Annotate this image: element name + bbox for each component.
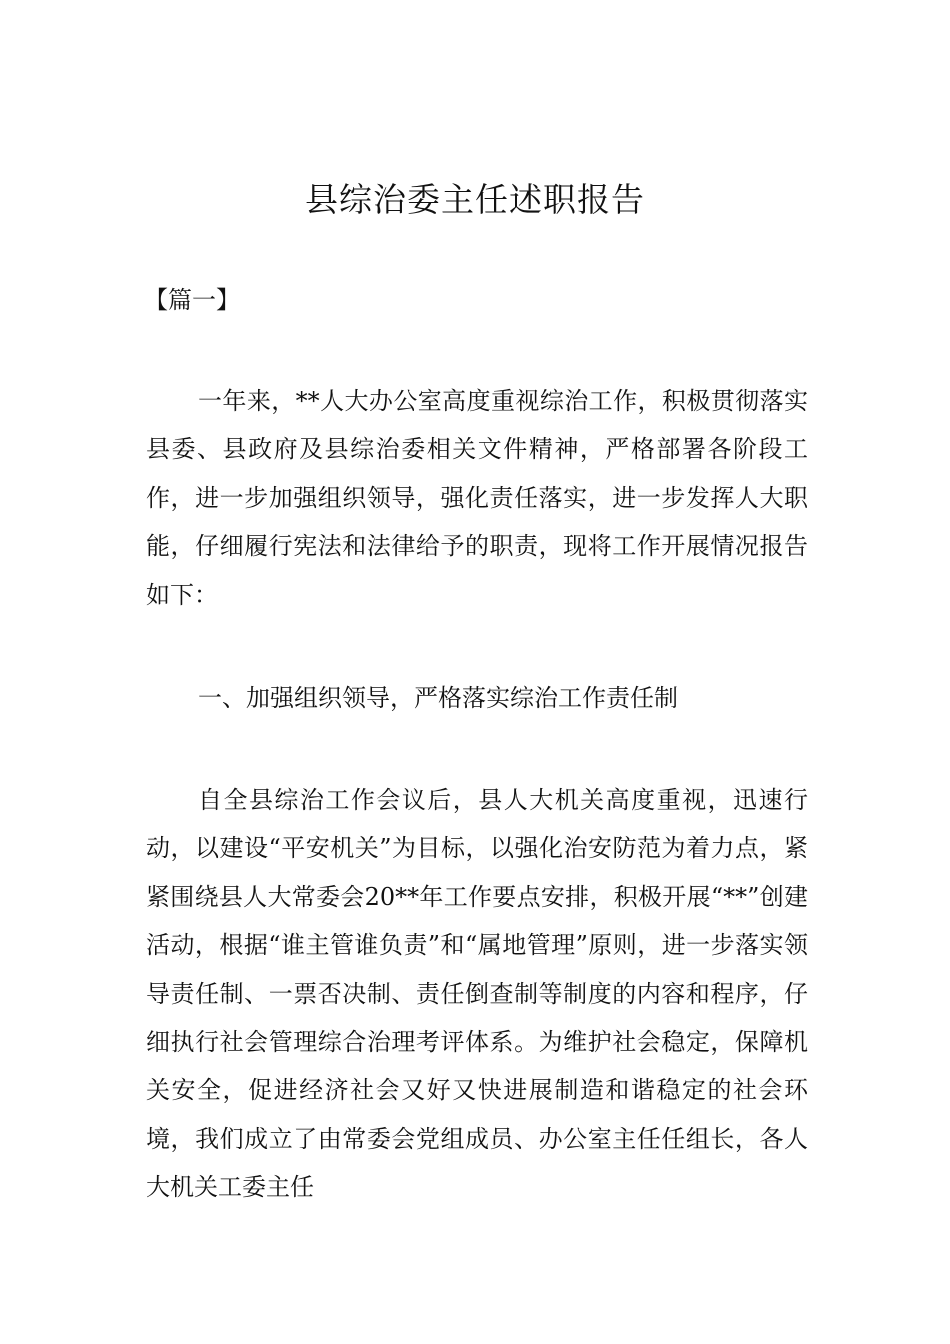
section-heading: 一、加强组织领导，严格落实综治工作责任制 bbox=[198, 684, 678, 712]
section-label: 【篇一】 bbox=[144, 286, 240, 314]
intro-paragraph: 一年来，**人大办公室高度重视综治工作，积极贯彻落实县委、县政府及县综治委相关文件精神，严格部署各阶段工作，进一步加强组织领导，强化责任落实，进一步发挥人大职能，仔细履行宪法和法律给予的职责，现将工作开展情况报告如下： bbox=[146, 387, 808, 609]
body-paragraph: 自全县综治工作会议后，县人大机关高度重视，迅速行动，以建设“平安机关”为目标，以强化治安防范为着力点，紧紧围绕县人大常委会20**年工作要点安排，积极开展“**”创建活动，根据“谁主管谁负责”和“属地管理”原则，进一步落实领导责任制、一票否决制、责任倒查制等制度的内容和程序，仔细执行社会管理综合治理考评体系。为维护社会稳定，保障机关安全，促进经济社会又好又快进展制造和谐稳定的社会环境，我们成立了由常委会党组成员、办公室主任任组长，各人大机关工委主任 bbox=[146, 786, 808, 1202]
document-title: 县综治委主任述职报告 bbox=[305, 180, 645, 219]
